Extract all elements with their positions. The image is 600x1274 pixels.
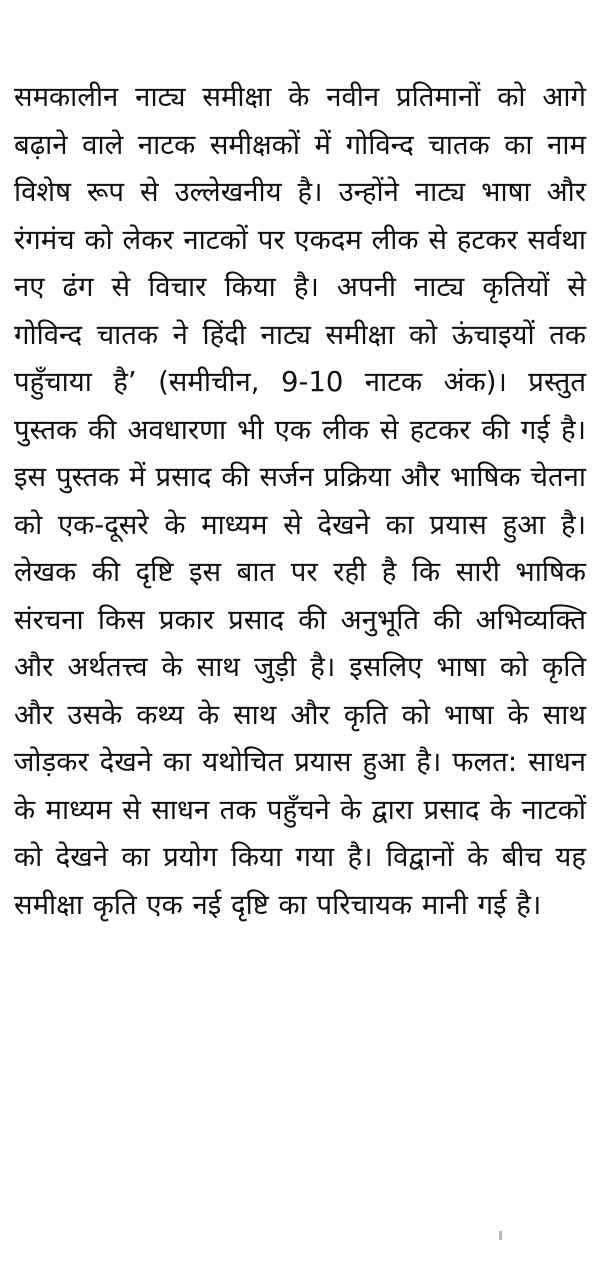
body-text-block — [14, 74, 586, 929]
page-edge-mark — [499, 1231, 502, 1240]
body-paragraph: समकालीन नाट्य समीक्षा के नवीन प्रतिमानों को आगे बढ़ाने वाले नाटक समीक्षकों में गोविन्द चातक का नाम विशेष रूप से उल्लेखनीय है। उन्होंने नाट्य भाषा और रंगमंच को लेकर नाटकों पर एकदम लीक से हटकर सर्वथा नए ढंग से विचार किया है। अपनी नाट्य कृतियों से गोविन्द चातक ने हिंदी नाट्य समीक्षा को ऊंचाइयों तक पहुँचाया है’ (समीचीन, 9-10 नाटक अंक)। प्रस्तुत पुस्तक की अवधारणा भी एक लीक से हटकर की गई है। इस पुस्तक में प्रसाद की सर्जन प्रक्रिया और भाषिक चेतना को एक-दूसरे के माध्यम से देखने का प्रयास हुआ है। लेखक की दृष्टि इस बात पर रही है कि सारी भाषिक संरचना किस प्रकार प्रसाद की अनुभूति की अभिव्यक्ति और अर्थतत्त्व के साथ जुड़ी है। इसलिए भाषा को कृति और उसके कथ्य के साथ और कृति को भाषा के साथ जोड़कर देखने का यथोचित प्रयास हुआ है। फलत: साधन के माध्यम से साधन तक पहुँचने के द्वारा प्रसाद के नाटकों को देखने का प्रयोग किया गया है। विद्वानों के बीच यह समीक्षा कृति एक नई दृष्टि का परिचायक मानी गई है। — [14, 81, 586, 921]
